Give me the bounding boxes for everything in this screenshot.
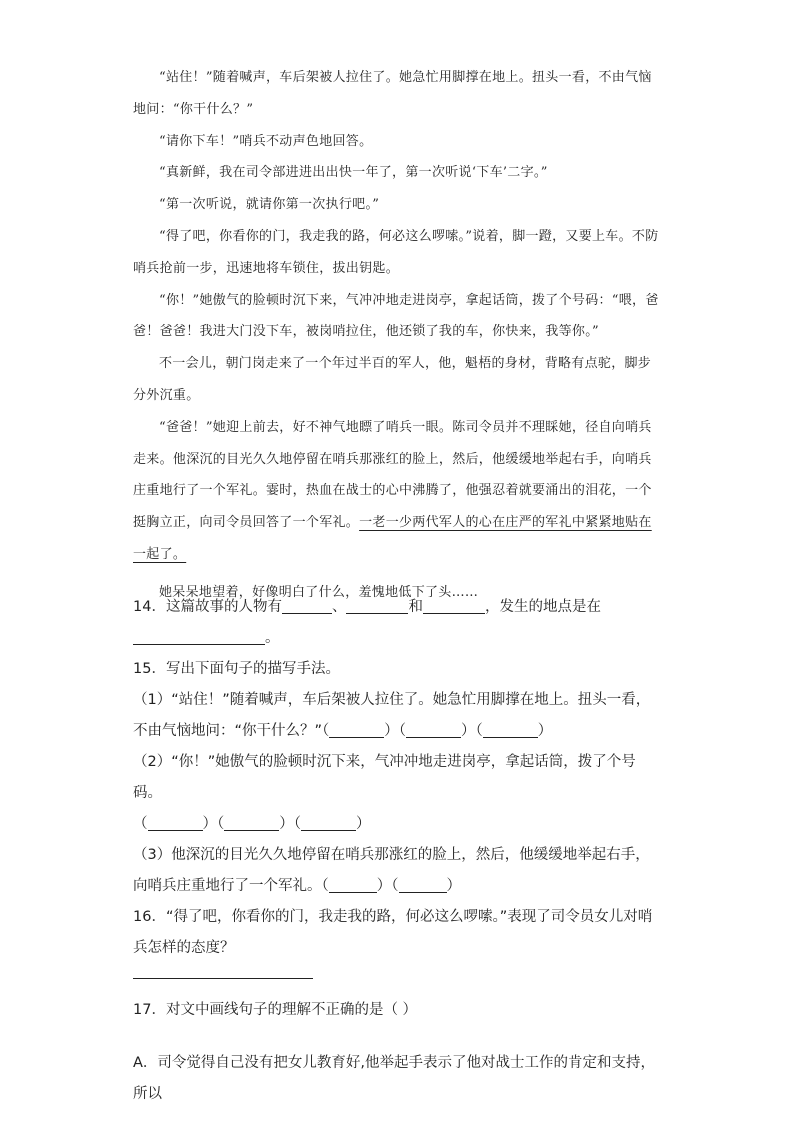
answer-blank[interactable] (406, 721, 461, 738)
story-paragraph-9: 她呆呆地望着，好像明白了什么，羞愧地低下了头…… (159, 584, 479, 600)
paren-open: （ (398, 723, 407, 739)
question-16: 16．“得了吧，你看你的门，我走我的路，何必这么啰嗦。”表现了司令员女儿对哨兵怎样的态度？ (133, 909, 653, 956)
story-paragraph-3: “真新鲜，我在司令部进进出出快一年了，第一次听说‘下车’二字。” (159, 165, 548, 181)
story-passage (133, 62, 663, 609)
answer-blank[interactable] (346, 597, 408, 614)
story-paragraph-8 (133, 412, 663, 571)
question-17-option-a[interactable]: A．司令觉得自己没有把女儿教育好,他举起手表示了他对战士工作的肯定和支持，所以 (133, 1055, 656, 1102)
story-paragraph-6: “你！”她傲气的脸顿时沉下来，气冲冲地走进岗亭，拿起话筒，拨了个号码：“喂，爸爸！爸爸！我进大门没下车，被岗哨拉住，他还锁了我的车，你快来，我等你。” (133, 292, 659, 340)
paren-close: ） (384, 723, 399, 739)
story-paragraph-2: “请你下车！”哨兵不动声色地回答。 (159, 133, 373, 149)
answer-blank[interactable] (148, 814, 203, 831)
question-14 (133, 592, 663, 623)
question-14-location-line (133, 623, 663, 654)
answer-blank[interactable] (423, 597, 485, 614)
paren-close: ） (537, 723, 553, 739)
questions-section (133, 592, 663, 1110)
paren-open: （ (391, 878, 399, 894)
question-17: 17．对文中画线句子的理解不正确的是（ ） (133, 1002, 418, 1018)
answer-line[interactable] (133, 977, 313, 979)
underlined-sentence: 一老一少两代军人的心在庄严的军礼中紧紧地贴在一起了。 (133, 515, 652, 562)
question-15: 15．写出下面句子的描写手法。 (133, 661, 340, 677)
question-15-item-3 (133, 840, 663, 902)
answer-blank[interactable] (399, 876, 447, 893)
question-15-item-2-text: （2）“你！”她傲气的脸顿时沉下来，气冲冲地走进岗亭，拿起话筒，拨了个号码。 (133, 754, 636, 801)
answer-blank[interactable] (282, 597, 332, 614)
question-14-and: 和 (408, 599, 423, 615)
paren-close: ） (279, 816, 294, 832)
paren-open: （ (293, 816, 301, 832)
answer-blank[interactable] (329, 876, 377, 893)
paren-close: ） (446, 878, 461, 894)
question-14-prefix: 14．这篇故事的人物有 (133, 599, 282, 615)
paren-close: ） (461, 723, 476, 739)
story-paragraph-1: “站住！”随着喊声，车后架被人拉住了。她急忙用脚撑在地上。扭头一看，不由气恼地问：“你干什么？” (133, 70, 652, 117)
story-paragraph-5: “得了吧，你看你的门，我走我的路，何必这么啰嗦。”说着，脚一蹬，又要上车。不防哨兵抢前一步，迅速地将车锁住，拔出钥匙。 (133, 228, 659, 276)
answer-blank[interactable] (483, 721, 538, 738)
answer-blank[interactable] (224, 814, 279, 831)
paren-open: （ (217, 816, 225, 832)
paren-open: （ (321, 878, 329, 894)
question-14-separator: 、 (331, 599, 347, 615)
question-15-item-1 (133, 685, 663, 747)
paren-close: ） (202, 816, 217, 832)
answer-blank[interactable] (329, 721, 384, 738)
paren-close: ） (356, 816, 371, 832)
question-14-end: 。 (265, 630, 280, 646)
paren-open: （ (133, 816, 148, 832)
paren-close: ） (376, 878, 392, 894)
answer-blank[interactable] (133, 628, 265, 645)
story-paragraph-7: 不一会儿，朝门岗走来了一个年过半百的军人，他，魁梧的身材，背略有点驼，脚步分外沉重。 (133, 356, 652, 403)
question-14-suffix: ，发生的地点是在 (484, 599, 601, 615)
story-paragraph-4: “第一次听说，就请你第一次执行吧。” (159, 197, 380, 213)
paren-open: （ (322, 723, 330, 739)
question-15-item-1-text: （1）“站住！”随着喊声，车后架被人拉住了。她急忙用脚撑在地上。扭头一看，不由气恼地问：“你干什么？” (133, 692, 651, 739)
question-15-item-2 (133, 747, 663, 840)
question-15-item-3-text: （3）他深沉的目光久久地停留在哨兵那涨红的脸上，然后，他缓缓地举起右手，向哨兵庄重地行了一个军礼。 (133, 847, 650, 894)
paren-open: （ (475, 723, 483, 739)
story-paragraph-8-text: “爸爸！”她迎上前去，好不神气地瞟了哨兵一眼。陈司令员并不理睬她，径自向哨兵走来。他深沉的目光久久地停留在哨兵那涨红的脸上，然后，他缓缓地举起右手，向哨兵庄重地行了一个军礼。霎时，热血在战士的心中沸腾了，他强忍着就要涌出的泪花，一个挺胸立正，向司令员回答了一个军礼。 (133, 419, 652, 531)
answer-blank[interactable] (301, 814, 356, 831)
